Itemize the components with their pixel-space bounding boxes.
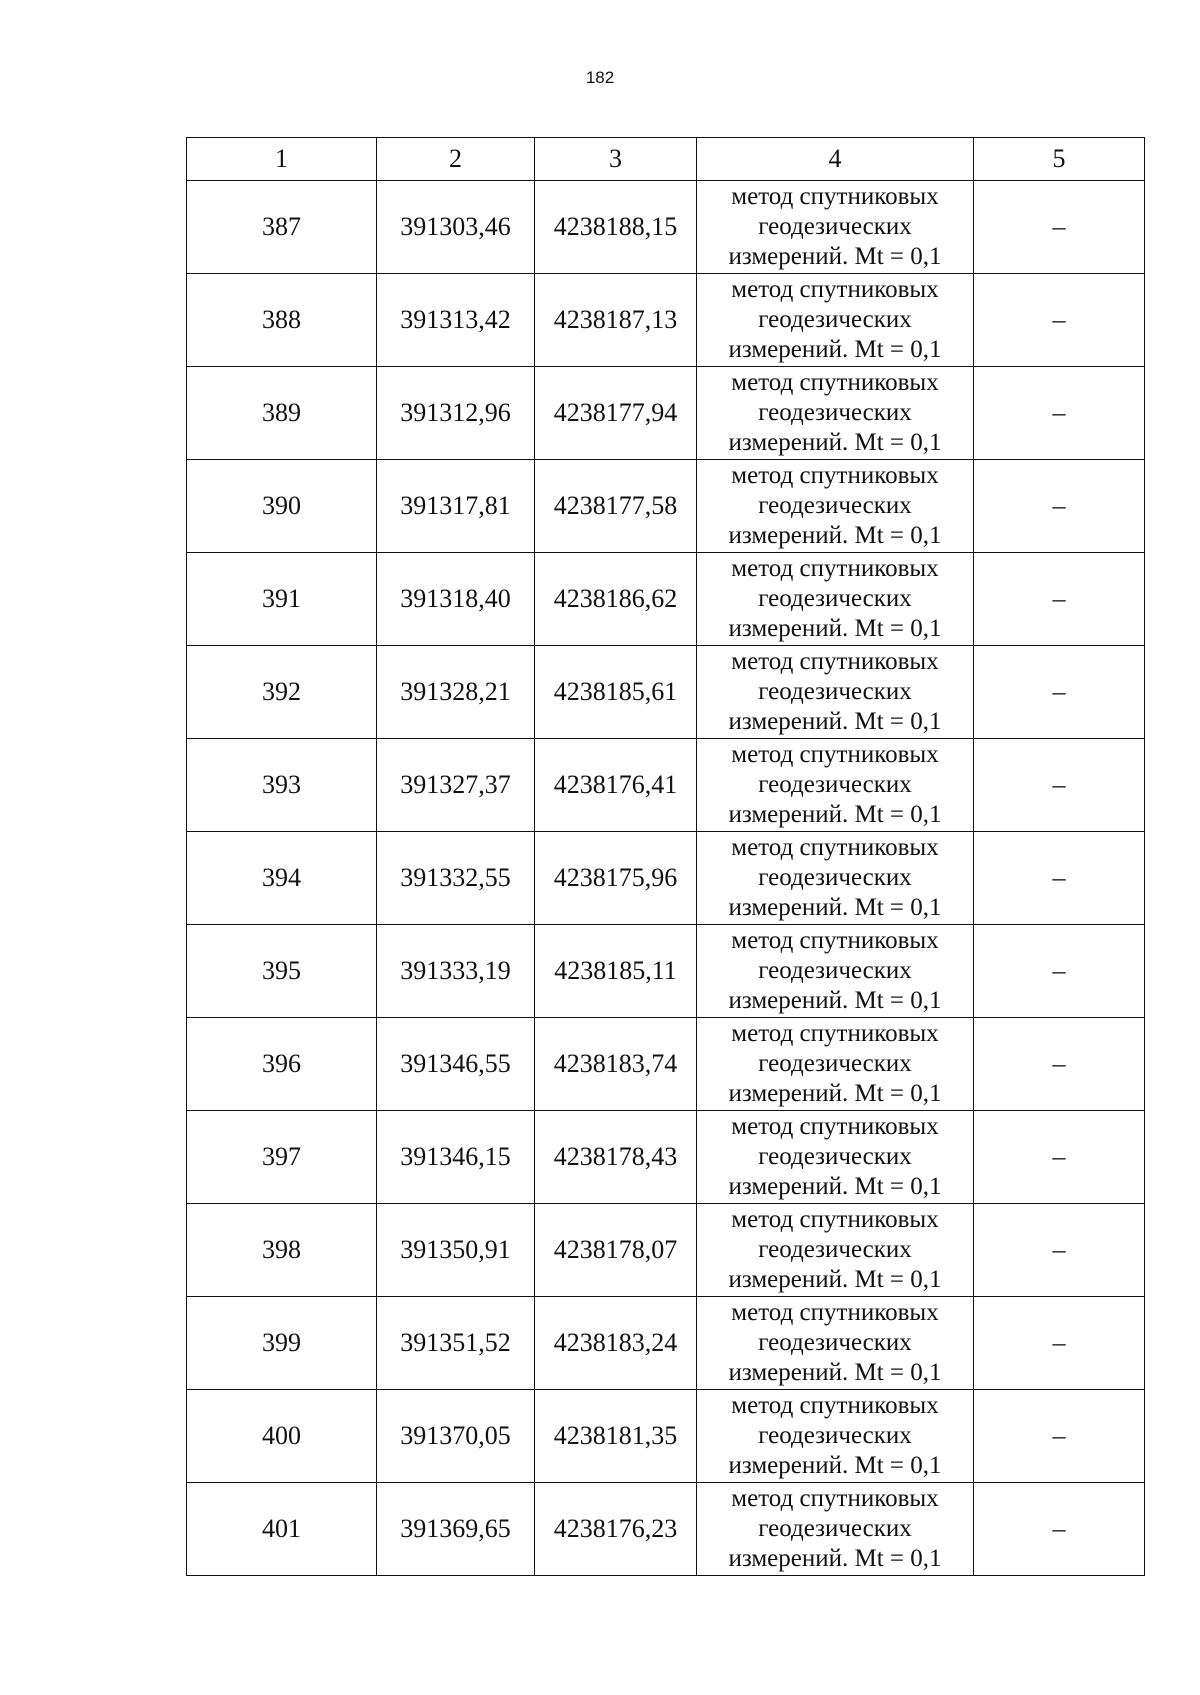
method-cell	[697, 460, 974, 553]
method-text-line: геодезических	[758, 1236, 912, 1263]
y-coordinate-cell: 4238176,23	[535, 1483, 697, 1576]
method-text-line: метод спутниковых	[731, 1020, 939, 1047]
note-cell: –	[974, 1018, 1145, 1111]
x-coordinate-cell: 391327,37	[377, 739, 535, 832]
note-cell: –	[974, 367, 1145, 460]
point-number-cell: 398	[187, 1204, 377, 1297]
header-col-4: 4	[697, 138, 974, 181]
y-coordinate-cell: 4238183,24	[535, 1297, 697, 1390]
y-coordinate-cell: 4238185,11	[535, 925, 697, 1018]
table-row	[187, 1018, 1145, 1111]
table-row	[187, 1483, 1145, 1576]
x-coordinate-cell: 391333,19	[377, 925, 535, 1018]
y-coordinate-cell: 4238185,61	[535, 646, 697, 739]
method-text-line: геодезических	[758, 585, 912, 612]
method-text-line: геодезических	[758, 864, 912, 891]
note-cell: –	[974, 460, 1145, 553]
method-text-line: геодезических	[758, 1515, 912, 1542]
x-coordinate-cell: 391351,52	[377, 1297, 535, 1390]
table-row	[187, 1111, 1145, 1204]
method-cell	[697, 646, 974, 739]
table-row	[187, 367, 1145, 460]
method-text-line: метод спутниковых	[731, 462, 939, 489]
x-coordinate-cell: 391346,15	[377, 1111, 535, 1204]
point-number-cell: 397	[187, 1111, 377, 1204]
y-coordinate-cell: 4238176,41	[535, 739, 697, 832]
note-cell: –	[974, 1111, 1145, 1204]
note-cell: –	[974, 1297, 1145, 1390]
table-row	[187, 832, 1145, 925]
table-header	[187, 138, 1145, 181]
x-coordinate-cell: 391317,81	[377, 460, 535, 553]
table-row	[187, 181, 1145, 274]
method-text-line: геодезических	[758, 957, 912, 984]
y-coordinate-cell: 4238186,62	[535, 553, 697, 646]
point-number-cell: 390	[187, 460, 377, 553]
method-text-line: геодезических	[758, 1050, 912, 1077]
method-cell	[697, 1018, 974, 1111]
y-coordinate-cell: 4238177,94	[535, 367, 697, 460]
x-coordinate-cell: 391346,55	[377, 1018, 535, 1111]
x-coordinate-cell: 391303,46	[377, 181, 535, 274]
method-text-line: измерений. Mt = 0,1	[728, 894, 942, 921]
table-row	[187, 646, 1145, 739]
point-number-cell: 392	[187, 646, 377, 739]
method-text-line: измерений. Mt = 0,1	[728, 429, 942, 456]
method-text-line: метод спутниковых	[731, 648, 939, 675]
y-coordinate-cell: 4238187,13	[535, 274, 697, 367]
method-text-line: геодезических	[758, 678, 912, 705]
point-number-cell: 388	[187, 274, 377, 367]
coordinates-table	[186, 137, 1145, 1576]
table-row	[187, 739, 1145, 832]
method-text-line: метод спутниковых	[731, 927, 939, 954]
point-number-cell: 394	[187, 832, 377, 925]
method-text-line: метод спутниковых	[731, 555, 939, 582]
method-text-line: геодезических	[758, 1329, 912, 1356]
method-text-line: геодезических	[758, 771, 912, 798]
y-coordinate-cell: 4238175,96	[535, 832, 697, 925]
method-text-line: метод спутниковых	[731, 834, 939, 861]
method-text-line: метод спутниковых	[731, 1485, 939, 1512]
method-text-line: геодезических	[758, 1422, 912, 1449]
method-cell	[697, 1483, 974, 1576]
note-cell: –	[974, 1483, 1145, 1576]
method-text-line: измерений. Mt = 0,1	[728, 708, 942, 735]
table-row	[187, 1297, 1145, 1390]
note-cell: –	[974, 181, 1145, 274]
method-cell	[697, 739, 974, 832]
method-text-line: метод спутниковых	[731, 1113, 939, 1140]
x-coordinate-cell: 391313,42	[377, 274, 535, 367]
method-text-line: геодезических	[758, 1143, 912, 1170]
method-text-line: измерений. Mt = 0,1	[728, 801, 942, 828]
method-text-line: измерений. Mt = 0,1	[728, 1080, 942, 1107]
header-col-1: 1	[187, 138, 377, 181]
method-text-line: измерений. Mt = 0,1	[728, 522, 942, 549]
method-cell	[697, 367, 974, 460]
page-number: 182	[585, 68, 615, 87]
method-cell	[697, 1204, 974, 1297]
header-col-3: 3	[535, 138, 697, 181]
method-text-line: метод спутниковых	[731, 1299, 939, 1326]
method-text-line: метод спутниковых	[731, 1392, 939, 1419]
method-cell	[697, 1297, 974, 1390]
y-coordinate-cell: 4238178,43	[535, 1111, 697, 1204]
method-text-line: измерений. Mt = 0,1	[728, 1452, 942, 1479]
y-coordinate-cell: 4238178,07	[535, 1204, 697, 1297]
method-text-line: измерений. Mt = 0,1	[728, 1173, 942, 1200]
method-text-line: измерений. Mt = 0,1	[728, 1266, 942, 1293]
method-text-line: геодезических	[758, 492, 912, 519]
point-number-cell: 396	[187, 1018, 377, 1111]
note-cell: –	[974, 646, 1145, 739]
method-text-line: измерений. Mt = 0,1	[728, 1545, 942, 1572]
method-cell	[697, 832, 974, 925]
table-body	[187, 181, 1145, 1576]
point-number-cell: 395	[187, 925, 377, 1018]
note-cell: –	[974, 832, 1145, 925]
point-number-cell: 391	[187, 553, 377, 646]
table-row	[187, 1204, 1145, 1297]
y-coordinate-cell: 4238177,58	[535, 460, 697, 553]
method-text-line: геодезических	[758, 213, 912, 240]
method-cell	[697, 1111, 974, 1204]
table-row	[187, 460, 1145, 553]
method-text-line: метод спутниковых	[731, 741, 939, 768]
point-number-cell: 401	[187, 1483, 377, 1576]
method-cell	[697, 553, 974, 646]
y-coordinate-cell: 4238183,74	[535, 1018, 697, 1111]
x-coordinate-cell: 391370,05	[377, 1390, 535, 1483]
y-coordinate-cell: 4238188,15	[535, 181, 697, 274]
method-text-line: метод спутниковых	[731, 369, 939, 396]
method-text-line: геодезических	[758, 306, 912, 333]
point-number-cell: 389	[187, 367, 377, 460]
method-text-line: измерений. Mt = 0,1	[728, 243, 942, 270]
x-coordinate-cell: 391328,21	[377, 646, 535, 739]
method-text-line: измерений. Mt = 0,1	[728, 1359, 942, 1386]
method-cell	[697, 925, 974, 1018]
method-text-line: геодезических	[758, 399, 912, 426]
note-cell: –	[974, 1204, 1145, 1297]
note-cell: –	[974, 925, 1145, 1018]
header-row	[187, 138, 1145, 181]
x-coordinate-cell: 391369,65	[377, 1483, 535, 1576]
point-number-cell: 393	[187, 739, 377, 832]
table-row	[187, 274, 1145, 367]
note-cell: –	[974, 553, 1145, 646]
method-cell	[697, 274, 974, 367]
point-number-cell: 387	[187, 181, 377, 274]
method-cell	[697, 1390, 974, 1483]
y-coordinate-cell: 4238181,35	[535, 1390, 697, 1483]
point-number-cell: 400	[187, 1390, 377, 1483]
note-cell: –	[974, 1390, 1145, 1483]
method-text-line: метод спутниковых	[731, 276, 939, 303]
method-text-line: метод спутниковых	[731, 1206, 939, 1233]
method-cell	[697, 181, 974, 274]
x-coordinate-cell: 391312,96	[377, 367, 535, 460]
x-coordinate-cell: 391318,40	[377, 553, 535, 646]
point-number-cell: 399	[187, 1297, 377, 1390]
note-cell: –	[974, 739, 1145, 832]
header-col-2: 2	[377, 138, 535, 181]
method-text-line: метод спутниковых	[731, 183, 939, 210]
method-text-line: измерений. Mt = 0,1	[728, 987, 942, 1014]
x-coordinate-cell: 391350,91	[377, 1204, 535, 1297]
x-coordinate-cell: 391332,55	[377, 832, 535, 925]
table-row	[187, 925, 1145, 1018]
note-cell: –	[974, 274, 1145, 367]
method-text-line: измерений. Mt = 0,1	[728, 615, 942, 642]
method-text-line: измерений. Mt = 0,1	[728, 336, 942, 363]
header-col-5: 5	[974, 138, 1145, 181]
table-row	[187, 553, 1145, 646]
table-row	[187, 1390, 1145, 1483]
